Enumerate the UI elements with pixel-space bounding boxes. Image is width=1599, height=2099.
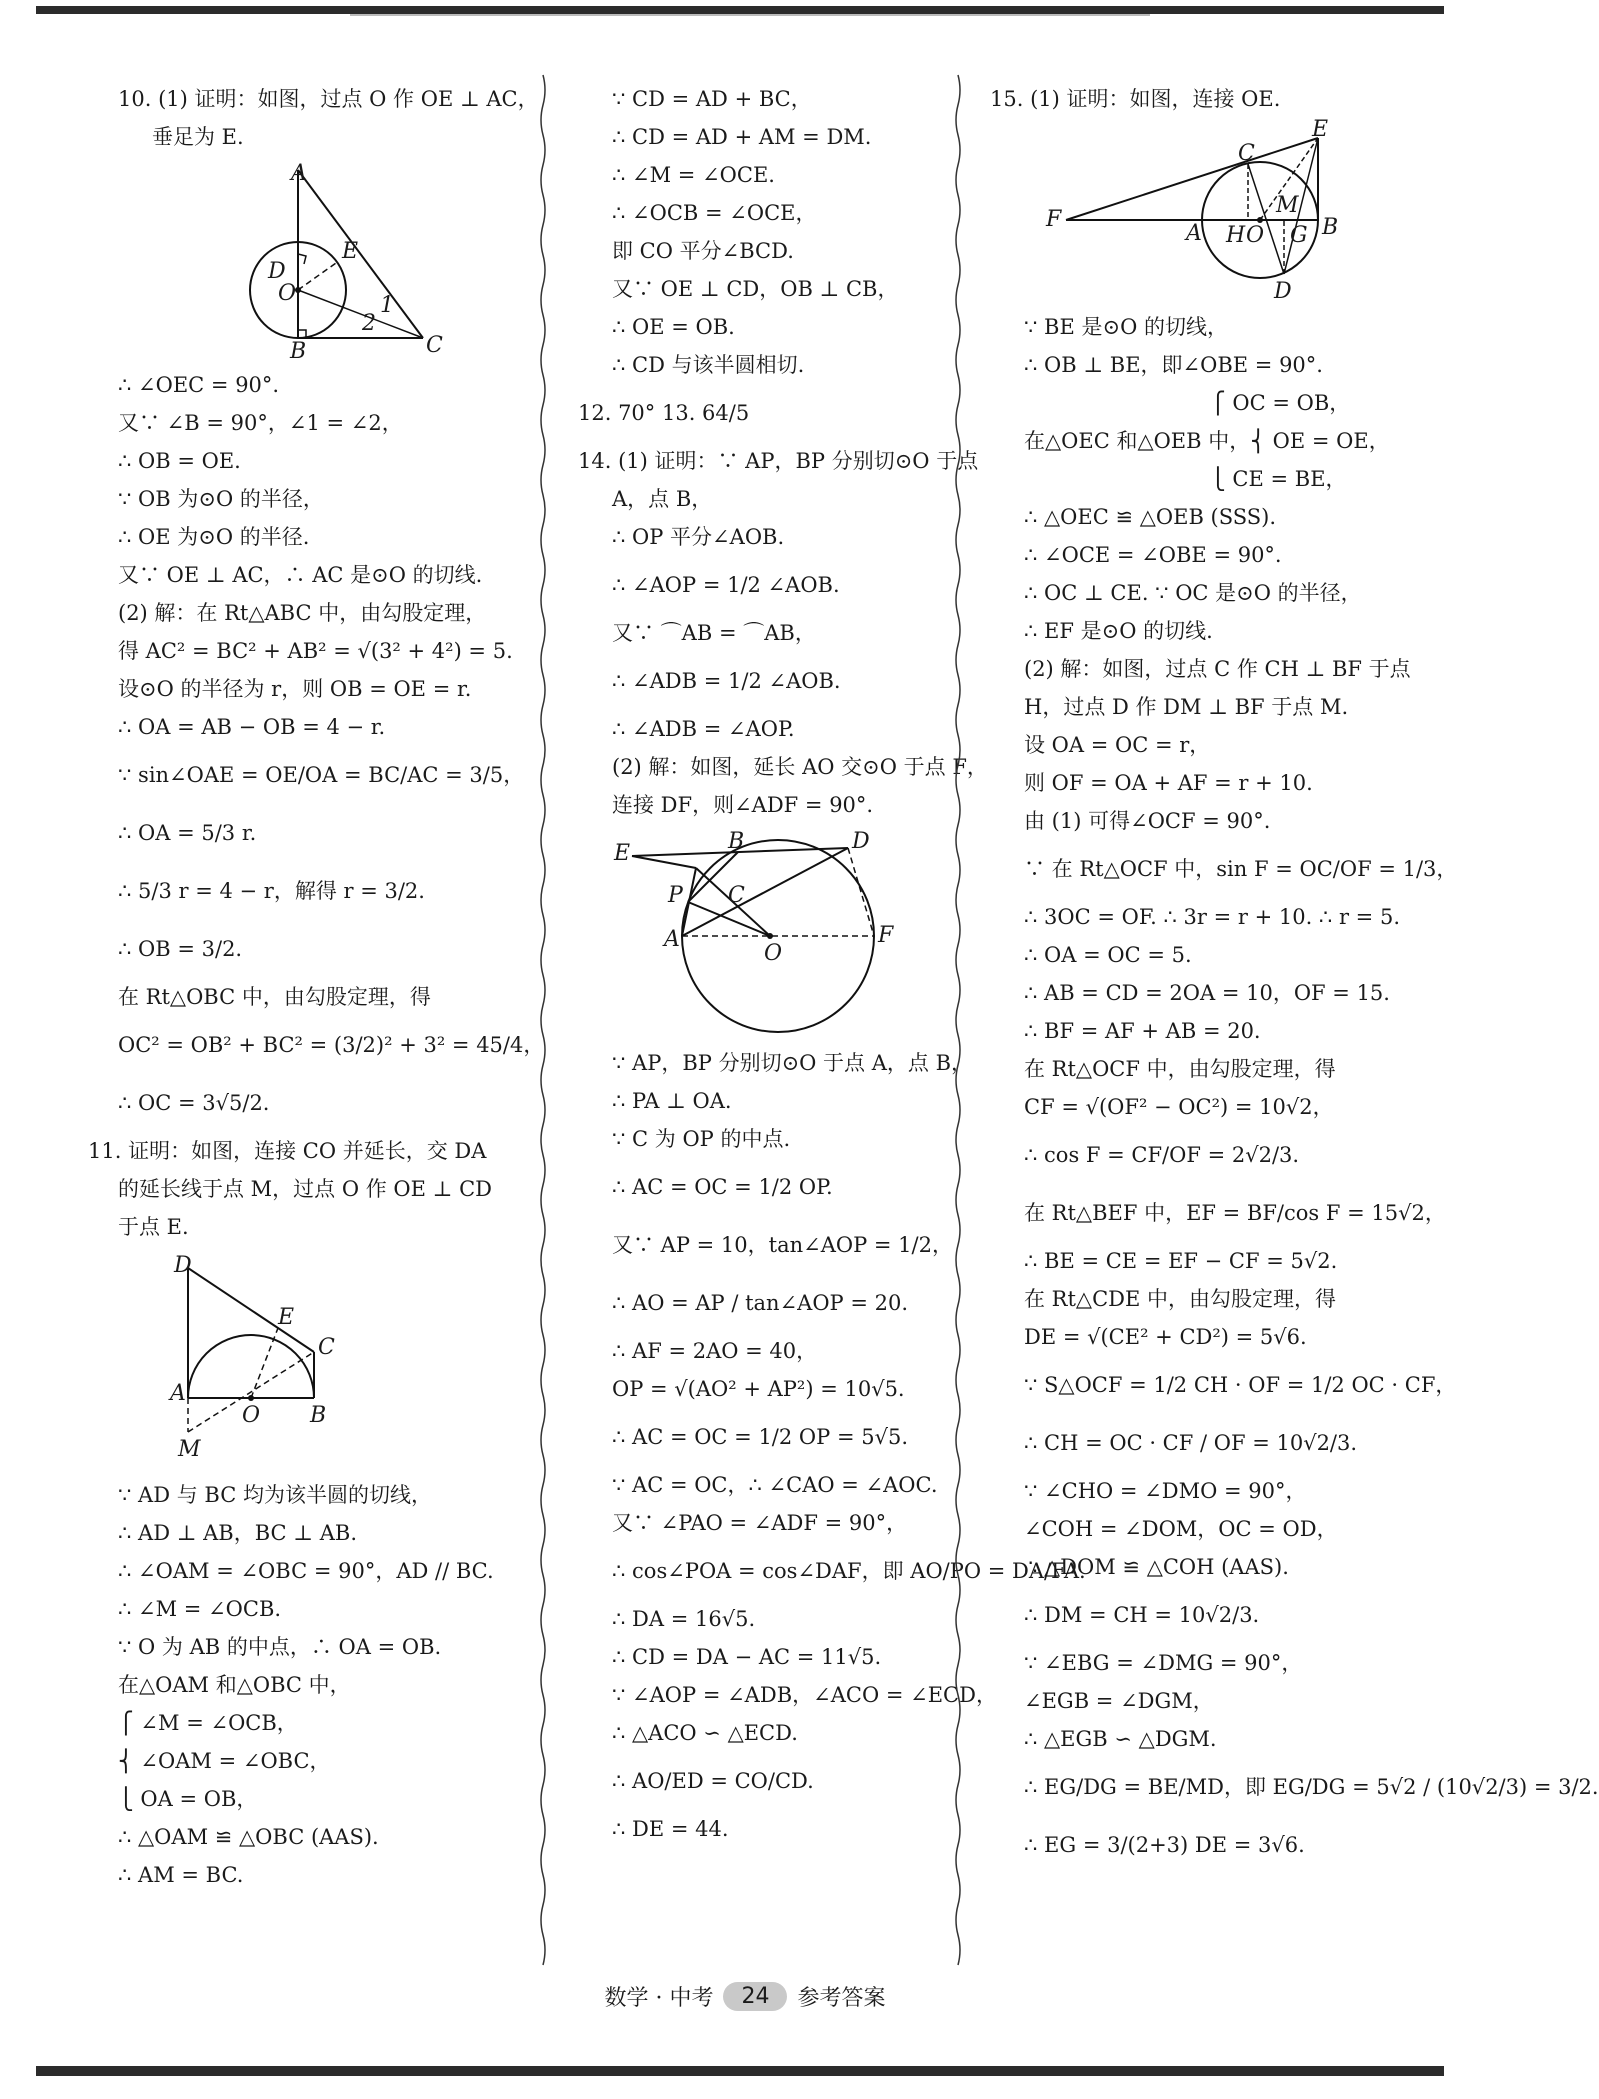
text-line: ∴ OC = 3√5/2. — [118, 1091, 270, 1115]
label-O: O — [764, 941, 783, 966]
page-footer — [590, 1976, 900, 2016]
text-line: 10. (1) 证明：如图，过点 O 作 OE ⊥ AC， — [118, 87, 539, 111]
label-O: O — [278, 281, 297, 306]
text-line: (2) 解：如图，过点 C 作 CH ⊥ BF 于点 — [1024, 657, 1411, 681]
text-line: ∴ OB = OE. — [118, 449, 241, 473]
text-line: CF = √(OF² − OC²) = 10√2， — [1024, 1095, 1334, 1119]
text-line: 15. (1) 证明：如图，连接 OE. — [990, 87, 1281, 111]
column-middle — [578, 80, 1086, 1848]
top-rule — [36, 6, 1444, 14]
text-line: ∴ ∠OAM = ∠OBC = 90°，AD // BC. — [118, 1559, 494, 1583]
text-line: ∠EGB = ∠DGM， — [1024, 1689, 1214, 1713]
text-line: 的延长线于点 M，过点 O 作 OE ⊥ CD — [118, 1177, 492, 1201]
text-line: ∴ AB = CD = 2OA = 10，OF = 15. — [1024, 981, 1390, 1005]
text-line: 11. 证明：如图，连接 CO 并延长，交 DA — [88, 1139, 487, 1163]
text-line: 又∵ ⌒AB = ⌒AB， — [612, 621, 816, 645]
text-line: ∵ 在 Rt△OCF 中，sin F = OC/OF = 1/3， — [1024, 857, 1458, 881]
text-line: ∴ △OAM ≌ △OBC (AAS). — [118, 1825, 379, 1849]
label-D: D — [1274, 279, 1292, 304]
text-line: 即 CO 平分∠BCD. — [612, 239, 794, 263]
figure-q15 — [990, 117, 1370, 304]
text-line: ∴ DE = 44. — [612, 1817, 729, 1841]
text-line: ∴ AC = OC = 1/2 OP = 5√5. — [612, 1425, 908, 1449]
text-line: ∴ 3OC = OF. ∴ 3r = r + 10. ∴ r = 5. — [1024, 905, 1400, 929]
text-line: ∴ AO = AP / tan∠AOP = 20. — [612, 1291, 909, 1315]
text-line: 在△OEC 和△OEB 中，⎨ OE = OE， — [1024, 429, 1390, 453]
text-line: OP = √(AO² + AP²) = 10√5. — [612, 1377, 905, 1401]
page-number: 24 — [723, 1982, 787, 2011]
text-line: 12. 70° 13. 64/5 — [578, 401, 750, 425]
text-line: ∴ OC ⊥ CE. ∵ OC 是⊙O 的半径， — [1024, 581, 1362, 605]
text-line: 在 Rt△OCF 中，由勾股定理，得 — [1024, 1057, 1336, 1081]
text-line: (2) 解：在 Rt△ABC 中，由勾股定理， — [118, 601, 487, 625]
text-line: ⎩ CE = BE， — [1210, 467, 1347, 491]
label-1: 1 — [380, 293, 394, 318]
text-line: ∴ △OEC ≌ △OEB (SSS). — [1024, 505, 1277, 529]
text-line: 在 Rt△BEF 中，EF = BF/cos F = 15√2， — [1024, 1201, 1446, 1225]
text-line: ∵ ∠EBG = ∠DMG = 90°， — [1024, 1651, 1303, 1675]
text-line: 垂足为 E. — [152, 125, 244, 149]
text-line: 又∵ OE ⊥ CD，OB ⊥ CB， — [612, 277, 899, 301]
text-line: ∴ EG = 3/(2+3) DE = 3√6. — [1024, 1833, 1305, 1857]
text-line: A，点 B， — [612, 487, 713, 511]
text-line: ∴ OA = OC = 5. — [1024, 943, 1192, 967]
text-line: ⎧ ∠M = ∠OCB， — [118, 1711, 298, 1735]
text-line: ∵ O 为 AB 的中点，∴ OA = OB. — [118, 1635, 442, 1659]
text-line: ∵ S△OCF = 1/2 CH · OF = 1/2 OC · CF， — [1024, 1373, 1457, 1397]
label-F: F — [1046, 207, 1062, 232]
label-H: H — [1226, 223, 1246, 248]
text-line: 由 (1) 可得∠OCF = 90°. — [1024, 809, 1271, 833]
text-line: ⎨ ∠OAM = ∠OBC， — [118, 1749, 331, 1773]
text-line: OC² = OB² + BC² = (3/2)² + 3² = 45/4， — [118, 1033, 545, 1057]
text-line: ∴ △DOM ≌ △COH (AAS). — [1024, 1555, 1289, 1579]
text-line: ∴ CD = DA − AC = 11√5. — [612, 1645, 882, 1669]
text-line: 在 Rt△OBC 中，由勾股定理，得 — [118, 985, 431, 1009]
text-line: ∴ DA = 16√5. — [612, 1607, 756, 1631]
text-line: ∴ EG/DG = BE/MD，即 EG/DG = 5√2 / (10√2/3) = 3/2. — [1024, 1775, 1599, 1799]
label-O: O — [1246, 223, 1265, 248]
text-line: ∵ C 为 OP 的中点. — [612, 1127, 791, 1151]
text-line: ⎧ OC = OB， — [1210, 391, 1351, 415]
label-2: 2 — [362, 311, 376, 336]
label-E: E — [278, 1305, 295, 1330]
text-line: 设 OA = OC = r， — [1024, 733, 1211, 757]
label-A: A — [664, 927, 680, 952]
label-B: B — [310, 1403, 327, 1428]
label-E: E — [342, 239, 359, 264]
figure-q11 — [118, 1250, 438, 1470]
text-line: ∵ AC = OC，∴ ∠CAO = ∠AOC. — [612, 1473, 938, 1497]
text-line: ∴ cos∠POA = cos∠DAF，即 AO/PO = DA/FA. — [612, 1559, 1086, 1583]
text-line: ∴ OA = 5/3 r. — [118, 821, 257, 845]
text-line: (2) 解：如图，延长 AO 交⊙O 于点 F， — [612, 755, 988, 779]
footer-section: 参考答案 — [797, 1985, 886, 2011]
text-line: ∴ △ACO ∽ △ECD. — [612, 1721, 798, 1745]
text-line: ∴ ∠OCE = ∠OBE = 90°. — [1024, 543, 1282, 567]
text-line: ∴ CH = OC · CF / OF = 10√2/3. — [1024, 1431, 1358, 1455]
label-A: A — [1186, 221, 1202, 246]
text-line: ∴ AF = 2AO = 40， — [612, 1339, 818, 1363]
text-line: 连接 DF，则∠ADF = 90°. — [612, 793, 874, 817]
text-line: 14. (1) 证明：∵ AP，BP 分别切⊙O 于点 — [578, 449, 979, 473]
text-line: 则 OF = OA + AF = r + 10. — [1024, 771, 1313, 795]
text-line: ∴ OE 为⊙O 的半径. — [118, 525, 310, 549]
bottom-rule — [36, 2066, 1444, 2076]
text-line: ∴ OB ⊥ BE，即∠OBE = 90°. — [1024, 353, 1323, 377]
text-line: ∵ AP，BP 分别切⊙O 于点 A，点 B， — [612, 1051, 973, 1075]
label-B: B — [290, 339, 307, 364]
label-M: M — [1276, 193, 1299, 218]
text-line: 又∵ ∠PAO = ∠ADF = 90°， — [612, 1511, 908, 1535]
text-line: ⎩ OA = OB， — [118, 1787, 258, 1811]
label-C: C — [318, 1335, 335, 1360]
label-D: D — [852, 829, 870, 854]
figure-q10 — [118, 160, 443, 364]
text-line: 在△OAM 和△OBC 中， — [118, 1673, 351, 1697]
text-line: ∵ ∠CHO = ∠DMO = 90°， — [1024, 1479, 1307, 1503]
text-line: ∵ ∠AOP = ∠ADB，∠ACO = ∠ECD， — [612, 1683, 997, 1707]
label-E: E — [614, 841, 631, 866]
text-line: ∴ ∠M = ∠OCB. — [118, 1597, 282, 1621]
label-C: C — [426, 333, 443, 358]
text-line: H，过点 D 作 DM ⊥ BF 于点 M. — [1024, 695, 1349, 719]
text-line: ∵ OB 为⊙O 的半径， — [118, 487, 324, 511]
text-line: 又∵ OE ⊥ AC，∴ AC 是⊙O 的切线. — [118, 563, 483, 587]
text-line: ∴ ∠AOP = 1/2 ∠AOB. — [612, 573, 840, 597]
text-line: ∴ OE = OB. — [612, 315, 735, 339]
text-line: 于点 E. — [118, 1215, 189, 1239]
footer-subject: 数学 · 中考 — [604, 1985, 714, 2011]
text-line: ∴ BF = AF + AB = 20. — [1024, 1019, 1261, 1043]
figure-q14 — [578, 828, 918, 1038]
text-line: ∴ OA = AB − OB = 4 − r. — [118, 715, 386, 739]
label-C: C — [1238, 141, 1255, 166]
column-right — [990, 80, 1599, 1874]
label-A: A — [291, 161, 307, 186]
text-line: ∴ △EGB ∽ △DGM. — [1024, 1727, 1217, 1751]
text-line: ∴ DM = CH = 10√2/3. — [1024, 1603, 1260, 1627]
text-line: ∴ ∠OEC = 90°. — [118, 373, 280, 397]
text-line: ∴ AM = BC. — [118, 1863, 244, 1887]
text-line: ∵ sin∠OAE = OE/OA = BC/AC = 3/5， — [118, 763, 525, 787]
label-D: D — [174, 1253, 192, 1278]
label-D: D — [268, 259, 286, 284]
text-line: ∴ EF 是⊙O 的切线. — [1024, 619, 1213, 643]
text-line: ∵ CD = AD + BC， — [612, 87, 812, 111]
column-divider — [538, 75, 548, 1965]
text-line: 又∵ AP = 10，tan∠AOP = 1/2， — [612, 1233, 953, 1257]
text-line: ∠COH = ∠DOM，OC = OD， — [1024, 1517, 1338, 1541]
text-line: ∴ CD = AD + AM = DM. — [612, 125, 872, 149]
column-left — [88, 80, 545, 1894]
text-line: ∴ BE = CE = EF − CF = 5√2. — [1024, 1249, 1338, 1273]
label-G: G — [1290, 223, 1308, 248]
text-line: ∴ OP 平分∠AOB. — [612, 525, 785, 549]
text-line: ∴ OB = 3/2. — [118, 937, 243, 961]
text-line: ∴ ∠ADB = ∠AOP. — [612, 717, 795, 741]
text-line: ∴ AD ⊥ AB，BC ⊥ AB. — [118, 1521, 357, 1545]
text-line: ∴ ∠M = ∠OCE. — [612, 163, 775, 187]
label-A: A — [170, 1381, 186, 1406]
label-C: C — [728, 883, 745, 908]
text-line: ∴ PA ⊥ OA. — [612, 1089, 732, 1113]
column-divider — [953, 75, 963, 1965]
text-line: ∵ AD 与 BC 均为该半圆的切线， — [118, 1483, 432, 1507]
text-line: ∴ CD 与该半圆相切. — [612, 353, 805, 377]
text-line: ∴ cos F = CF/OF = 2√2/3. — [1024, 1143, 1300, 1167]
label-B: B — [1322, 215, 1339, 240]
text-line: ∴ 5/3 r = 4 − r，解得 r = 3/2. — [118, 879, 425, 903]
label-P: P — [668, 883, 683, 908]
label-O: O — [242, 1403, 261, 1428]
text-line: DE = √(CE² + CD²) = 5√6. — [1024, 1325, 1307, 1349]
text-line: ∴ AO/ED = CO/CD. — [612, 1769, 814, 1793]
label-B: B — [728, 829, 745, 854]
text-line: 在 Rt△CDE 中，由勾股定理，得 — [1024, 1287, 1336, 1311]
label-E: E — [1312, 117, 1329, 142]
top-rule-thin — [350, 14, 1150, 16]
text-line: ∵ BE 是⊙O 的切线， — [1024, 315, 1228, 339]
text-line: 又∵ ∠B = 90°，∠1 = ∠2， — [118, 411, 403, 435]
text-line: ∴ AC = OC = 1/2 OP. — [612, 1175, 833, 1199]
text-line: 设⊙O 的半径为 r，则 OB = OE = r. — [118, 677, 472, 701]
text-line: ∴ ∠ADB = 1/2 ∠AOB. — [612, 669, 841, 693]
label-F: F — [878, 923, 894, 948]
text-line: 得 AC² = BC² + AB² = √(3² + 4²) = 5. — [118, 639, 513, 663]
label-M: M — [178, 1437, 201, 1462]
text-line: ∴ ∠OCB = ∠OCE， — [612, 201, 817, 225]
